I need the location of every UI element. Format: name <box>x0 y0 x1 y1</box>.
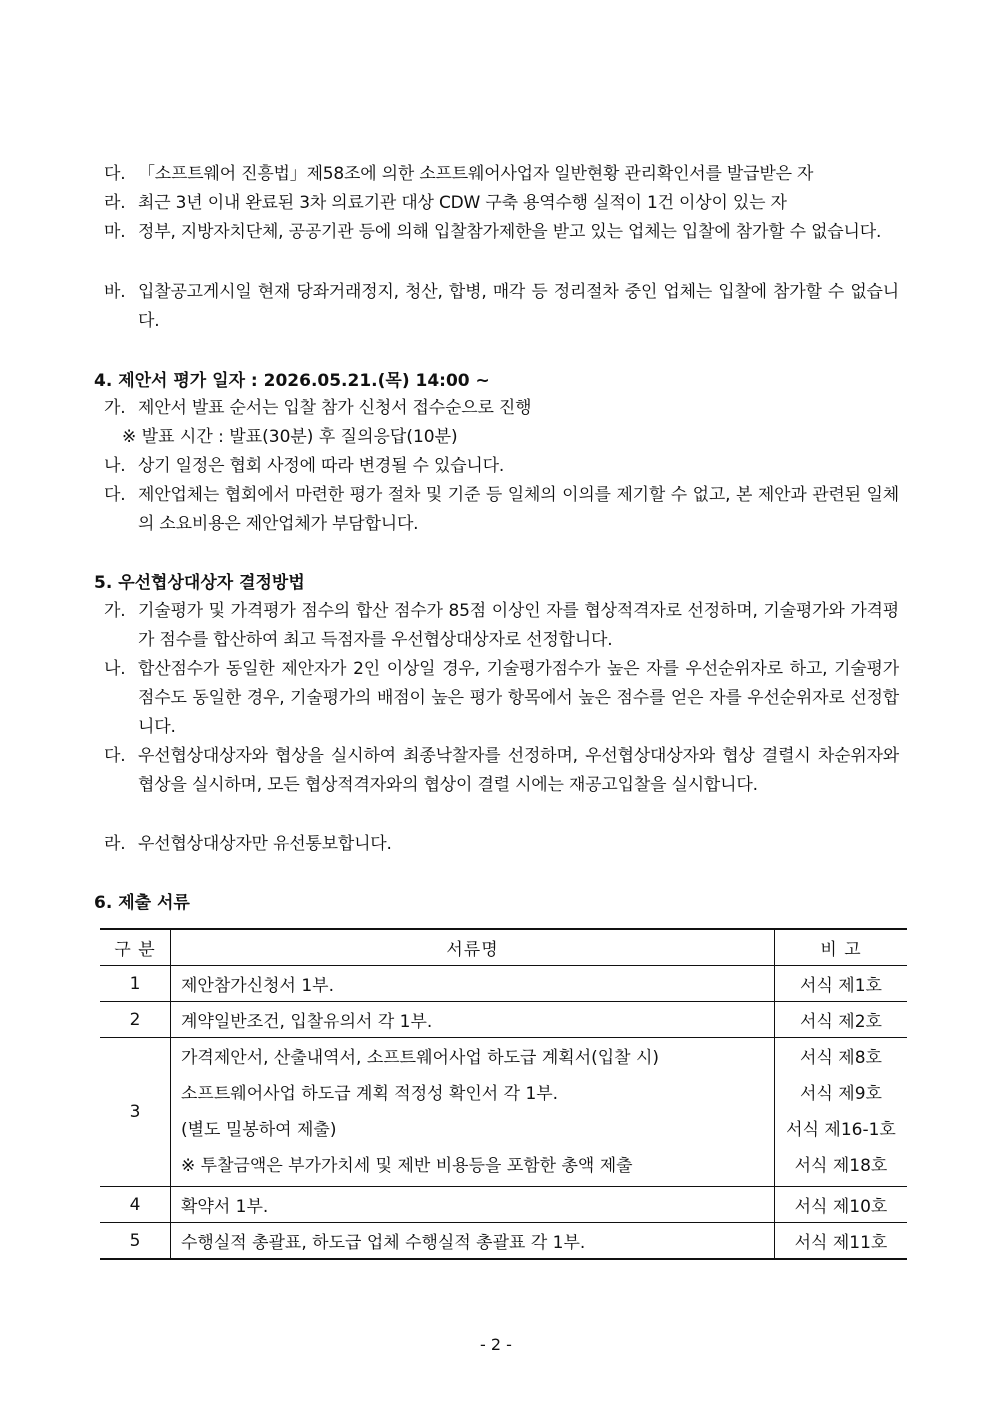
list-text: 제안업체는 협회에서 마련한 평가 절차 및 기준 등 일체의 이의를 제기할 수 없고, 본 제안과 관련된 일체의 소요비용은 제안업체가 부담합니다. <box>138 485 899 534</box>
list-item <box>104 160 899 189</box>
form-number: 서식 제2호 <box>775 1002 908 1038</box>
list-marker: 나. <box>104 456 126 476</box>
list-text: 제안서 발표 순서는 입찰 참가 신청서 접수순으로 진행 <box>138 398 532 418</box>
documents-table <box>100 928 907 1260</box>
section-heading: 4. 제안서 평가 일자 : 2026.05.21.(목) 14:00 ~ <box>94 371 490 391</box>
table-row <box>100 1223 907 1260</box>
list-text: 최근 3년 이내 완료된 3차 의료기관 대상 CDW 구축 용역수행 실적이 1건 이상이 있는 자 <box>138 193 787 213</box>
form-number-cell <box>775 1038 908 1187</box>
row-number: 5 <box>100 1223 171 1260</box>
note-text: ※ 발표 시간 : 발표(30분) 후 질의응답(10분) <box>122 427 458 447</box>
section-heading: 5. 우선협상대상자 결정방법 <box>94 573 305 593</box>
document-name: 계약일반조건, 입찰유의서 각 1부. <box>171 1002 775 1038</box>
table-row <box>100 1002 907 1038</box>
table-row <box>100 1038 907 1187</box>
document-name: 가격제안서, 산출내역서, 소프트웨어사업 하도급 계획서(입찰 시) <box>181 1048 660 1068</box>
list-text: 기술평가 및 가격평가 점수의 합산 점수가 85점 이상인 자를 협상적격자로 선정하며, 기술평가와 가격평가 점수를 합산하여 최고 득점자를 우선협상대상자로 선정합니다. <box>138 601 899 650</box>
list-text: 우선협상대상자만 유선통보합니다. <box>138 834 392 854</box>
list-item <box>104 189 899 218</box>
list-text: 「소프트웨어 진흥법」제58조에 의한 소프트웨어사업자 일반현황 관리확인서를 발급받은 자 <box>138 164 814 184</box>
form-number: 서식 제1호 <box>775 966 908 1002</box>
table-row <box>100 966 907 1002</box>
section-heading: 6. 제출 서류 <box>94 893 190 913</box>
table-row <box>100 1187 907 1223</box>
row-number: 2 <box>100 1002 171 1038</box>
list-marker: 마. <box>104 222 126 242</box>
list-item <box>104 452 899 481</box>
form-number: 서식 제10호 <box>775 1187 908 1223</box>
list-marker: 가. <box>104 601 126 621</box>
column-header: 비 고 <box>775 929 908 966</box>
list-marker: 다. <box>104 164 126 184</box>
row-number: 4 <box>100 1187 171 1223</box>
list-text: 상기 일정은 협회 사정에 따라 변경될 수 있습니다. <box>138 456 505 476</box>
document-name: 제안참가신청서 1부. <box>171 966 775 1002</box>
list-item <box>104 481 899 539</box>
form-number: 서식 제8호 <box>800 1048 882 1068</box>
list-marker: 다. <box>104 746 126 766</box>
table-header-row <box>100 929 907 966</box>
list-marker: 나. <box>104 659 126 679</box>
list-item <box>104 655 899 742</box>
row-number: 1 <box>100 966 171 1002</box>
list-text: 정부, 지방자치단체, 공공기관 등에 의해 입찰참가제한을 받고 있는 업체는 입찰에 참가할 수 없습니다. <box>138 222 882 242</box>
document-name: 수행실적 총괄표, 하도급 업체 수행실적 총괄표 각 1부. <box>171 1223 775 1260</box>
document-name: 확약서 1부. <box>171 1187 775 1223</box>
document-name: 소프트웨어사업 하도급 계획 적정성 확인서 각 1부. <box>181 1084 559 1104</box>
document-name-cell <box>171 1038 775 1187</box>
list-text: 우선협상대상자와 협상을 실시하여 최종낙찰자를 선정하며, 우선협상대상자와 협상 결렬시 차순위자와 협상을 실시하며, 모든 협상적격자와의 협상이 결렬 시에는 재공고입찰을 실시합니다. <box>138 746 899 795</box>
list-marker: 바. <box>104 282 126 302</box>
form-number: 서식 제18호 <box>794 1156 888 1176</box>
list-item <box>104 394 899 423</box>
document-name: (별도 밀봉하여 제출) <box>181 1120 337 1140</box>
document-name: ※ 투찰금액은 부가가치세 및 제반 비용등을 포함한 총액 제출 <box>181 1156 633 1176</box>
list-item <box>104 597 899 655</box>
list-item <box>104 218 899 247</box>
page-number: - 2 - <box>480 1335 512 1354</box>
list-marker: 가. <box>104 398 126 418</box>
form-number: 서식 제16-1호 <box>786 1120 896 1140</box>
form-number: 서식 제9호 <box>800 1084 882 1104</box>
list-marker: 라. <box>104 834 126 854</box>
list-text: 입찰공고게시일 현재 당좌거래정지, 청산, 합병, 매각 등 정리절차 중인 업체는 입찰에 참가할 수 없습니다. <box>138 282 899 331</box>
list-item <box>104 742 899 800</box>
form-number: 서식 제11호 <box>775 1223 908 1260</box>
list-marker: 라. <box>104 193 126 213</box>
column-header: 구 분 <box>100 929 171 966</box>
list-text: 합산점수가 동일한 제안자가 2인 이상일 경우, 기술평가점수가 높은 자를 우선순위자로 하고, 기술평가 점수도 동일한 경우, 기술평가의 배점이 높은 평가 항목에서 높은 점수를 얻은 자를 우선순위자로 선정합니다. <box>138 659 899 737</box>
list-marker: 다. <box>104 485 126 505</box>
row-number: 3 <box>100 1038 171 1187</box>
list-item <box>104 278 899 336</box>
list-item <box>104 830 899 859</box>
column-header: 서류명 <box>171 929 775 966</box>
